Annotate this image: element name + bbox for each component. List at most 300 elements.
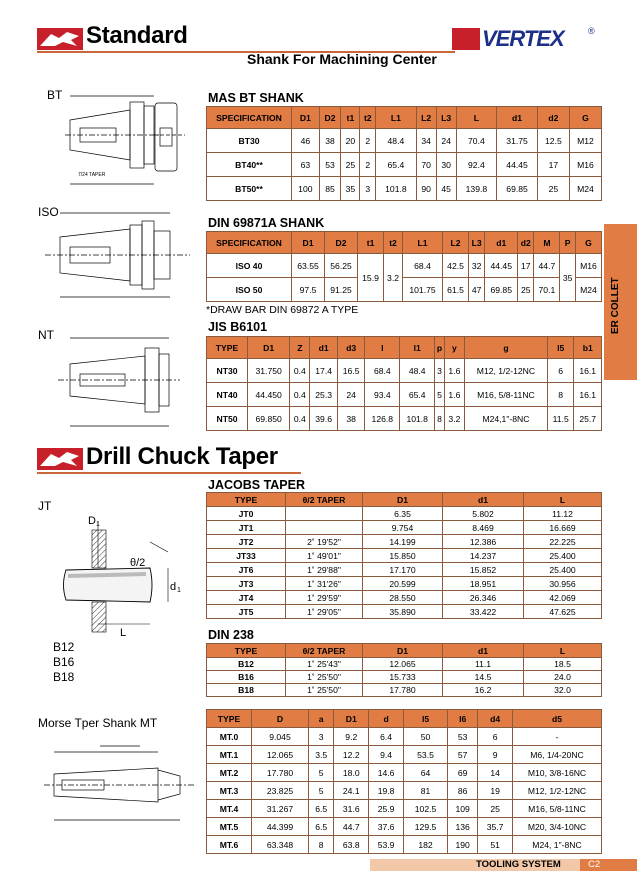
col-header: P [560,232,575,254]
table-cell: 1˚ 29'88" [286,563,363,577]
page-title: Standard [86,22,188,49]
label-morse: Morse Tper Shank MT [38,716,158,730]
table-cell: 42.069 [524,591,602,605]
side-tab[interactable] [604,224,637,380]
col-header: G [575,232,601,254]
table-cell: 17.170 [363,563,443,577]
section-rule [37,472,301,474]
table-cell: 100 [292,177,320,201]
table-cell: 136 [448,818,478,836]
table-cell: 3.5 [309,746,334,764]
table-cell: 182 [403,836,447,854]
mas-bt-table [206,106,602,201]
table-cell: 9 [478,746,513,764]
table-cell: 2 [360,129,376,153]
col-header: G [569,107,601,129]
col-header: y [444,337,464,359]
table-cell: 12.386 [443,535,524,549]
table-cell: 5 [309,764,334,782]
table-row [207,671,602,684]
label-jt: JT [38,499,52,513]
table-cell: 15.733 [363,671,443,684]
jacobs-title: JACOBS TAPER [208,478,306,492]
brand-name: VERTEX [482,26,564,51]
table-cell: 1˚ 31'26" [286,577,363,591]
table-row [207,577,602,591]
mas-bt-title: MAS BT SHANK [208,91,304,105]
table-cell: M24 [569,177,601,201]
page-subtitle: Shank For Machining Center [247,51,437,67]
table-row [207,658,602,671]
table-cell: 25.9 [369,800,404,818]
table-cell: 6 [478,728,513,746]
table-cell: 92.4 [456,153,497,177]
table-cell: 12.5 [537,129,569,153]
mt-table [206,709,602,854]
table-row [207,521,602,535]
table-cell: 25.3 [310,383,337,407]
eagle-logo-icon [37,28,83,50]
table-cell: 61.5 [443,278,469,302]
table-cell: 14.199 [363,535,443,549]
table-cell [286,507,363,521]
table-cell: 81 [403,782,447,800]
table-cell: M20, 3/4-10NC [513,818,602,836]
l-label: L [120,627,127,639]
table-cell: M16 [569,153,601,177]
table-cell: 37.6 [369,818,404,836]
table-cell: 56.25 [325,254,358,278]
table-cell: M16, 5/8-11NC [464,383,547,407]
table-cell: 0.4 [290,383,310,407]
col-header: SPECIFICATION [207,232,292,254]
table-cell: 68.4 [365,359,400,383]
table-cell: M12 [569,129,601,153]
iso-shank-drawing [40,205,200,305]
table-cell: 6.4 [369,728,404,746]
col-header: TYPE [207,493,286,507]
table-cell: 32.0 [524,684,602,697]
table-cell: 69.850 [248,407,290,431]
table-cell: 93.4 [365,383,400,407]
table-cell: 26.346 [443,591,524,605]
table-cell: NT30 [207,359,248,383]
col-header: D1 [292,232,325,254]
eagle-mark-icon [452,28,480,50]
col-header: l1 [400,337,435,359]
table-cell: 139.8 [456,177,497,201]
table-row [207,836,602,854]
table-cell: M24,1"-8NC [464,407,547,431]
col-header: t1 [358,232,384,254]
morse-taper-drawing [40,740,200,830]
table-cell: 8 [309,836,334,854]
col-header: TYPE [207,710,252,728]
table-row [207,800,602,818]
table-cell: NT50 [207,407,248,431]
col-header: b1 [574,337,602,359]
table-cell: 86 [448,782,478,800]
col-header: p [435,337,445,359]
table-cell: 30 [436,153,456,177]
col-header: L1 [403,232,443,254]
table-cell: 12.065 [252,746,309,764]
table-cell: JT2 [207,535,286,549]
col-header: t2 [384,232,403,254]
table-cell: ISO 50 [207,278,292,302]
table-cell: 1˚ 25'43" [286,658,363,671]
table-cell: M12, 1/2-12NC [513,782,602,800]
table-cell: 16.2 [443,684,524,697]
jis-title: JIS B6101 [208,320,268,334]
table-cell: B18 [207,684,286,697]
table-cell: MT.3 [207,782,252,800]
col-header: t1 [341,107,360,129]
table-cell: 69.85 [497,177,538,201]
table-cell: MT.1 [207,746,252,764]
table-cell: 6.5 [309,800,334,818]
table-cell: 63 [292,153,320,177]
table-cell: 11.5 [547,407,574,431]
col-header: Z [290,337,310,359]
table-cell: 22.225 [524,535,602,549]
table-cell: JT1 [207,521,286,535]
table-cell: 2 [360,153,376,177]
din238-title: DIN 238 [208,628,254,642]
table-cell: 44.45 [485,254,518,278]
table-cell: 32 [469,254,485,278]
page-number: C2 [588,859,601,870]
section-title: Drill Chuck Taper [86,443,278,470]
table-cell: 24 [436,129,456,153]
table-cell: 46 [292,129,320,153]
table-cell: NT40 [207,383,248,407]
table-cell: 44.7 [334,818,369,836]
table-row [207,254,602,278]
col-header: L [524,644,602,658]
table-cell: 44.45 [497,153,538,177]
table-cell: 16.5 [337,359,364,383]
taper-label: 7/24 TAPER [78,172,106,178]
table-cell: 3 [309,728,334,746]
table-row [207,177,602,201]
table-cell: 5.802 [443,507,524,521]
table-cell: 101.8 [400,407,435,431]
col-header: l6 [448,710,478,728]
table-cell: M10, 3/8-16NC [513,764,602,782]
table-cell: 17.780 [363,684,443,697]
col-header: l5 [547,337,574,359]
din69871-title: DIN 69871A SHANK [208,216,325,230]
table-cell: 35 [560,254,575,302]
table-cell: JT5 [207,605,286,619]
table-cell: 18.5 [524,658,602,671]
col-header: D1 [334,710,369,728]
table-row [207,563,602,577]
col-header: t2 [360,107,376,129]
table-cell: 12.2 [334,746,369,764]
table-cell: 17.780 [252,764,309,782]
label-b16: B16 [53,655,75,669]
table-cell: 39.6 [310,407,337,431]
table-cell: 53.9 [369,836,404,854]
d1-big-sub: 1 [96,521,100,528]
table-cell: 45 [436,177,456,201]
table-row [207,764,602,782]
col-header: L [524,493,602,507]
table-cell: 2˚ 19'52" [286,535,363,549]
table-cell: 50 [403,728,447,746]
table-cell: 57 [448,746,478,764]
table-cell: 28.550 [363,591,443,605]
table-cell: 23.825 [252,782,309,800]
table-cell: MT.5 [207,818,252,836]
table-cell: 16.1 [574,383,602,407]
table-cell: M16 [575,254,601,278]
table-cell: M16, 5/8-11NC [513,800,602,818]
table-cell: 24 [337,383,364,407]
table-cell: 18.951 [443,577,524,591]
table-cell: 19 [478,782,513,800]
col-header: d5 [513,710,602,728]
table-cell: JT33 [207,549,286,563]
table-cell: 25.400 [524,549,602,563]
table-cell: 48.4 [376,129,417,153]
table-cell: 126.8 [365,407,400,431]
table-cell: 24.0 [524,671,602,684]
col-header: l [365,337,400,359]
table-cell: 5 [435,383,445,407]
table-cell: 69.85 [485,278,518,302]
table-cell: 42.5 [443,254,469,278]
table-cell: 19.8 [369,782,404,800]
table-cell: B12 [207,658,286,671]
table-cell: BT50** [207,177,292,201]
table-cell: 30.956 [524,577,602,591]
table-cell: 65.4 [400,383,435,407]
table-cell: JT3 [207,577,286,591]
table-cell: 34 [416,129,436,153]
din69871-table [206,231,602,302]
table-cell: 25 [518,278,534,302]
table-row [207,549,602,563]
table-cell: JT6 [207,563,286,577]
drawbar-note: *DRAW BAR DIN 69872 A TYPE [206,304,359,316]
col-header: D1 [363,493,443,507]
table-cell: 65.4 [376,153,417,177]
table-cell: 47 [469,278,485,302]
col-header: L3 [469,232,485,254]
col-header: L3 [436,107,456,129]
footer-system: TOOLING SYSTEM [476,859,561,870]
table-cell: M12, 1/2-12NC [464,359,547,383]
col-header: M [534,232,560,254]
table-row [207,383,602,407]
table-cell: 17 [537,153,569,177]
d1-small-sub: 1 [177,587,181,594]
col-header: L2 [443,232,469,254]
table-row [207,728,602,746]
bt-end-view-drawing [150,98,190,178]
table-cell: 9.2 [334,728,369,746]
table-cell: 12.065 [363,658,443,671]
table-cell: 6 [547,359,574,383]
table-cell: 38 [319,129,341,153]
jt-taper-drawing [58,512,198,642]
table-cell: B16 [207,671,286,684]
table-cell: 44.450 [248,383,290,407]
table-row [207,407,602,431]
table-cell: 3 [360,177,376,201]
table-cell: 15.9 [358,254,384,302]
table-cell: 8 [547,383,574,407]
col-header: l5 [403,710,447,728]
table-row [207,818,602,836]
table-cell: 3.2 [384,254,403,302]
col-header: d1 [443,644,524,658]
table-cell: 1˚ 49'01" [286,549,363,563]
table-cell: 18.0 [334,764,369,782]
table-cell: 33.422 [443,605,524,619]
table-cell: 97.5 [292,278,325,302]
registered-mark: ® [588,26,595,36]
table-cell: 1.6 [444,383,464,407]
table-cell: 90 [416,177,436,201]
table-cell: 1˚ 25'50" [286,671,363,684]
col-header: d [369,710,404,728]
table-row [207,278,602,302]
table-cell: 6.5 [309,818,334,836]
table-cell: 68.4 [403,254,443,278]
col-header: d2 [518,232,534,254]
table-cell: MT.6 [207,836,252,854]
table-cell: 31.750 [248,359,290,383]
col-header: d2 [537,107,569,129]
table-cell: 0.4 [290,359,310,383]
table-row [207,605,602,619]
col-header: D2 [325,232,358,254]
label-bt: BT [47,88,63,102]
table-cell: 53 [319,153,341,177]
table-cell: 47.625 [524,605,602,619]
table-cell: 15.852 [443,563,524,577]
table-cell: - [513,728,602,746]
col-header: L2 [416,107,436,129]
table-cell: 63.348 [252,836,309,854]
footer-bar [370,859,580,871]
table-cell: 20 [341,129,360,153]
table-cell: 1˚ 29'05" [286,605,363,619]
table-cell: 44.399 [252,818,309,836]
table-cell: 85 [319,177,341,201]
theta-label: θ/2 [130,557,146,569]
table-cell: 64 [403,764,447,782]
table-row [207,129,602,153]
table-cell: 24.1 [334,782,369,800]
table-cell: 9.045 [252,728,309,746]
table-cell: 16.669 [524,521,602,535]
table-cell: 1˚ 29'59" [286,591,363,605]
col-header: d4 [478,710,513,728]
table-cell: 25 [537,177,569,201]
table-cell: 1˚ 25'50" [286,684,363,697]
table-cell: M24, 1"-8NC [513,836,602,854]
col-header: a [309,710,334,728]
table-cell: 31.75 [497,129,538,153]
table-cell: 25 [341,153,360,177]
table-row [207,359,602,383]
table-cell [286,521,363,535]
table-cell: 25 [478,800,513,818]
table-cell: 9.754 [363,521,443,535]
table-cell: 53.5 [403,746,447,764]
table-row [207,507,602,521]
table-cell: 63.55 [292,254,325,278]
table-cell: MT.0 [207,728,252,746]
table-cell: 8.469 [443,521,524,535]
eagle-logo-icon [37,448,83,470]
table-cell: 101.75 [403,278,443,302]
table-cell: 3 [435,359,445,383]
table-cell: 101.8 [376,177,417,201]
table-cell: 1.6 [444,359,464,383]
col-header: TYPE [207,337,248,359]
col-header: θ/2 TAPER [286,493,363,507]
table-cell: 63.8 [334,836,369,854]
col-header: d1 [497,107,538,129]
table-cell: 25.400 [524,563,602,577]
table-cell: 35.7 [478,818,513,836]
col-header: d1 [443,493,524,507]
table-cell: 16.1 [574,359,602,383]
table-cell: 15.850 [363,549,443,563]
col-header: D [252,710,309,728]
table-cell: 44.7 [534,254,560,278]
table-row [207,153,602,177]
table-cell: 17 [518,254,534,278]
col-header: SPECIFICATION [207,107,292,129]
col-header: L1 [376,107,417,129]
footer-page [580,859,637,871]
table-cell: 31.6 [334,800,369,818]
table-row [207,535,602,549]
table-cell: 14 [478,764,513,782]
table-cell: 25.7 [574,407,602,431]
table-cell: 70 [416,153,436,177]
vertex-logo [452,26,595,51]
table-cell: 38 [337,407,364,431]
table-cell: 20.599 [363,577,443,591]
table-cell: 102.5 [403,800,447,818]
table-cell: 14.237 [443,549,524,563]
table-cell: 14.6 [369,764,404,782]
jacobs-table [206,492,602,619]
col-header: θ/2 TAPER [286,644,363,658]
table-cell: 5 [309,782,334,800]
table-cell: 69 [448,764,478,782]
table-cell: 11.12 [524,507,602,521]
d1-big-label: D [88,515,96,527]
table-cell: 31.267 [252,800,309,818]
table-cell: MT.4 [207,800,252,818]
col-header: D2 [319,107,341,129]
jis-table [206,336,602,431]
table-cell: BT30 [207,129,292,153]
label-b18: B18 [53,670,75,684]
col-header: d1 [485,232,518,254]
table-cell: MT.2 [207,764,252,782]
table-cell: M24 [575,278,601,302]
